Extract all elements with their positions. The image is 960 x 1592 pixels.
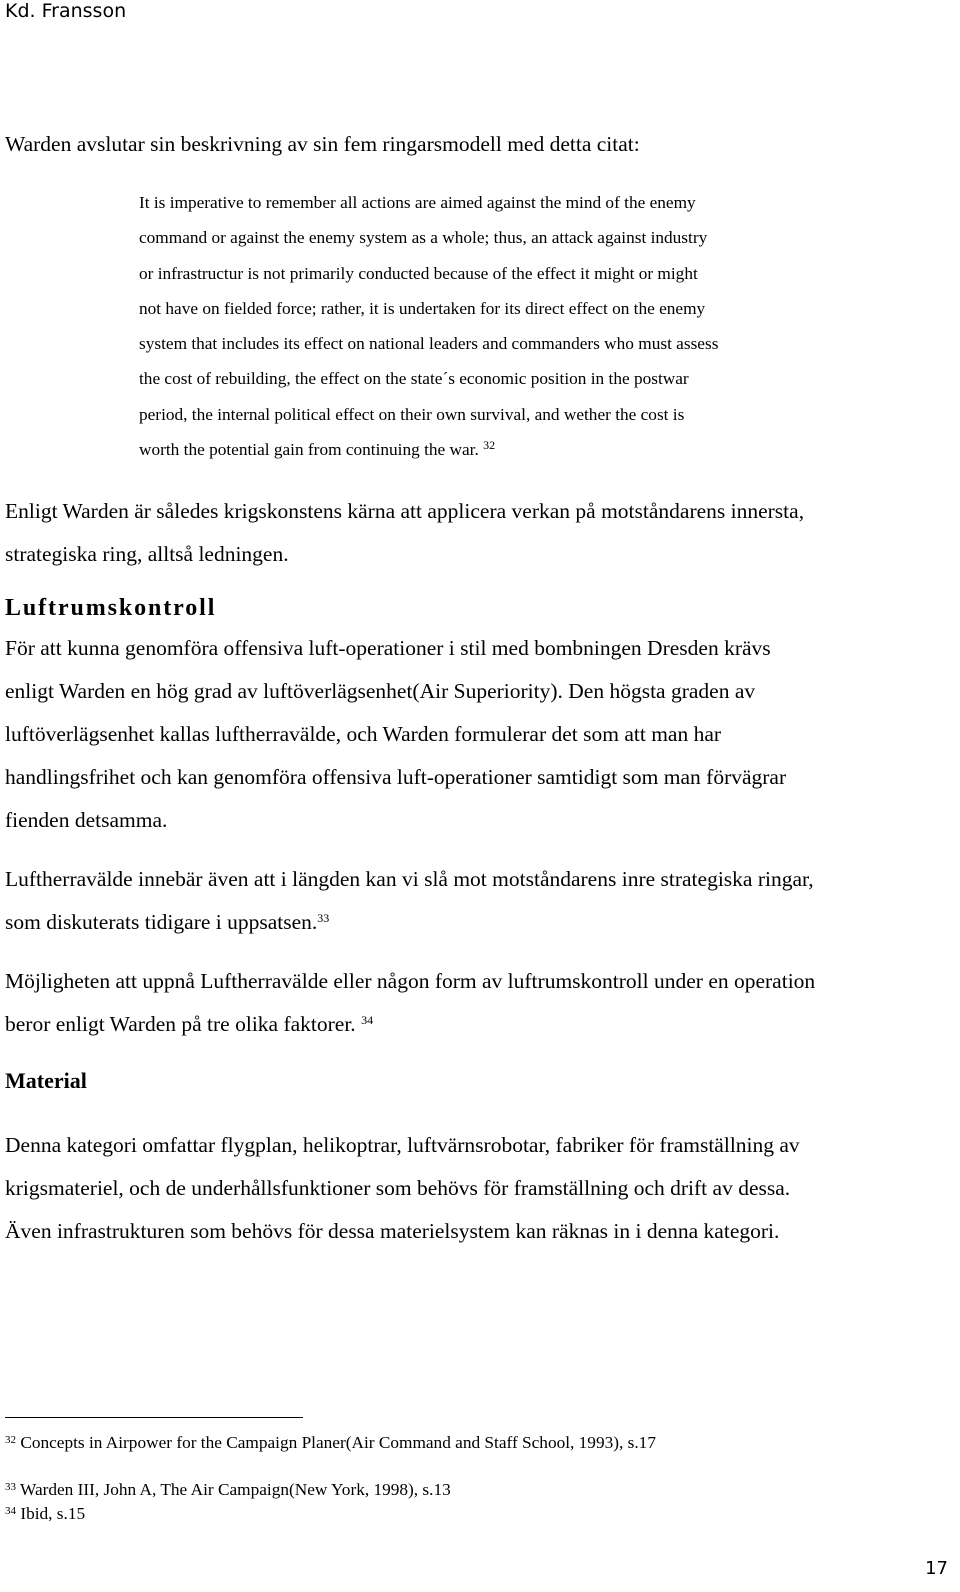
subsection-heading: Material: [5, 1068, 87, 1093]
quote-line: It is imperative to remember all actions are aimed against the mind of the enemy: [139, 193, 696, 212]
footnote: [5, 1503, 85, 1525]
footnote-ref[interactable]: 33: [317, 911, 330, 925]
quote-line: the cost of rebuilding, the effect on the state´s economic position in the postwar: [139, 369, 689, 389]
paragraph-1: [5, 490, 950, 576]
paragraph-2: [5, 627, 950, 842]
paragraph-line: [5, 1003, 950, 1046]
footnote-text: Warden III, John A, The Air Campaign(New York, 1998), s.13: [20, 1480, 451, 1499]
footnote: [5, 1432, 656, 1454]
quote-line-text: worth the potential gain from continuing the war.: [139, 440, 479, 460]
footnote-ref[interactable]: 34: [361, 1013, 374, 1027]
paragraph-line: handlingsfrihet och kan genomföra offensiva luft-operationer samtidigt som man förvägrar: [5, 765, 787, 789]
paragraph-line: fienden detsamma.: [5, 808, 168, 832]
paragraph-line: enligt Warden en hög grad av luftöverlägsenhet(Air Superiority). Den högsta graden av: [5, 679, 756, 703]
footnote-number: 34: [5, 1505, 16, 1517]
paragraph-line: [5, 901, 950, 944]
paragraph-line: Enligt Warden är således krigskonstens kärna att applicera verkan på motståndarens innersta,: [5, 499, 805, 523]
paragraph-line: Även infrastrukturen som behövs för dessa materielsystem kan räknas in i denna kategori.: [5, 1219, 780, 1243]
paragraph-line: Möjligheten att uppnå Luftherravälde eller någon form av luftrumskontroll under en operation: [5, 969, 816, 993]
paragraph-line: strategiska ring, alltså ledningen.: [5, 542, 289, 566]
quote-line: command or against the enemy system as a whole; thus, an attack against industry: [139, 228, 708, 248]
paragraph-line: krigsmateriel, och de underhållsfunktioner som behövs för framställning och drift av dessa.: [5, 1176, 791, 1200]
paragraph-line: Denna kategori omfattar flygplan, helikoptrar, luftvärnsrobotar, fabriker för framställning av: [5, 1133, 800, 1157]
paragraph-line-text: som diskuterats tidigare i uppsatsen.: [5, 910, 318, 934]
paragraph-line: För att kunna genomföra offensiva luft-operationer i stil med bombningen Dresden krävs: [5, 636, 771, 660]
paragraph-4: [5, 960, 950, 1046]
footnote-separator: [5, 1417, 303, 1418]
footnote-text: Ibid, s.15: [20, 1504, 86, 1523]
paragraph-line-text: beror enligt Warden på tre olika faktorer.: [5, 1012, 356, 1036]
block-quote: [139, 185, 829, 467]
intro-paragraph: Warden avslutar sin beskrivning av sin fem ringarsmodell med detta citat:: [5, 132, 640, 156]
page-number: 17: [925, 1558, 948, 1579]
quote-line: period, the internal political effect on their own survival, and wether the cost is: [139, 404, 685, 424]
paragraph-3: [5, 858, 950, 944]
footnote-number: 33: [5, 1481, 16, 1493]
quote-line: or infrastructur is not primarily conducted because of the effect it might or might: [139, 263, 698, 283]
quote-line: [139, 432, 829, 467]
footnote-text: Concepts in Airpower for the Campaign Planer(Air Command and Staff School, 1993), s.17: [20, 1433, 656, 1452]
section-heading: Luftrumskontroll: [5, 595, 217, 621]
paragraph-line: luftöverlägsenhet kallas luftherravälde, och Warden formulerar det som att man har: [5, 722, 722, 746]
paragraph-5: [5, 1124, 950, 1253]
footnote-ref[interactable]: 32: [483, 438, 496, 453]
quote-line: system that includes its effect on national leaders and commanders who must assess: [139, 334, 719, 354]
footnote: [5, 1479, 451, 1501]
footnote-number: 32: [5, 1434, 16, 1446]
paragraph-line: Luftherravälde innebär även att i längden kan vi slå mot motståndarens inre strategiska ringar,: [5, 867, 814, 891]
quote-line: not have on fielded force; rather, it is undertaken for its direct effect on the enemy: [139, 298, 706, 318]
running-header: Kd. Fransson: [5, 0, 127, 22]
